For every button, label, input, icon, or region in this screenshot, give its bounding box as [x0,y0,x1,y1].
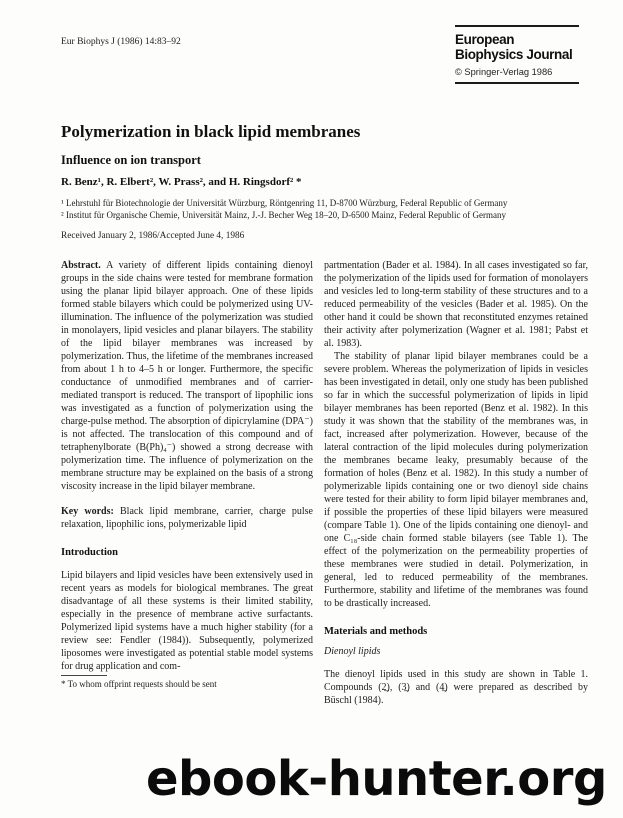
paper-title: Polymerization in black lipid membranes [61,122,361,141]
introduction-heading: Introduction [61,547,118,558]
methods-subheading: Dienoyl lipids [324,646,381,657]
abstract-text: A variety of different lipids containing dienoyl groups in the side chains were tested for membrane formation using the planar lipid bilayer approach. One of these lipids formed stable bilayers which could be polymerized using UV-illumination. The influence of the polymerization was studied in monolayers, lipid vesicles and planar bilayers. The stability of the lipid bilayer membranes was increased by polymerization. Thus, the lifetime of the membranes increased from about 1 h to 4–5 h or longer. Furthermore, the specific conductance of unmodified membranes and of carrier-mediated transport is reduced. The transport of lipophilic ions was investigated as a function of polymerization using the charge-pulse method. The absorption of dipicrylamine (DPA⁻) is not affected. The translocation of this compound and of tetraphenylborate (B(Ph)₄⁻) showed a strong decrease with polymerization time. The influence of polymerization on the membrane structure may be explained on the basis of a strong viscosity increase in the lipid bilayer membrane. [61,260,313,492]
methods-heading: Materials and methods [324,626,428,637]
affiliation-2: ² Institut für Organische Chemie, Universität Mainz, J.-J. Becher Weg 18–20, D-6500 Mainz, Federal Republic of Germany [61,209,507,220]
author-line: R. Benz¹, R. Elbert², W. Prass², and H. Ringsdorf² * [61,176,302,188]
abstract-paragraph [61,259,313,493]
footnote-rule [61,675,107,676]
journal-name [455,33,579,62]
introduction-paragraph-2: The stability of planar lipid bilayer membranes could be a severe problem. Whereas the polymerization of lipids in vesicles has been investigated in detail, only one study has been published so far in which the successful polymerization of lipids in lipid bilayer membranes has been reported (Benz et al. 1982). In this study it was shown that the stability of the membranes was, in fact, increased after polymerization. However, because of the lateral contraction of the lipid molecules during polymerization the membranes became leaky, presumably because of the formation of holes (Benz et al. 1982). In this study a number of polymerizable lipids containing one or two dienoyl side chains were tested for their ability to form lipid bilayer membranes and, if possible the properties of these lipid bilayers were measured (compare Table 1). One of the lipids containing one dienoyl- and one C₁₈-side chain formed stable bilayers (see Table 1). The effect of the polymerization on the permeability properties of these membranes were studied in detail. Polymerization, in general, led to reduced permeability of the membranes. Furthermore, stability and lifetime of the membranes was found to be drastically increased. [324,351,588,609]
journal-name-line2: Biophysics Journal [455,46,573,62]
keywords-text: Black lipid membrane, carrier, charge pulse relaxation, lipophilic ions, polymerizable lipid [61,506,313,530]
body-columns [61,259,588,707]
footnote [61,675,313,689]
footnote-text: * To whom offprint requests should be sent [61,679,217,689]
methods-paragraph: The dienoyl lipids used in this study are shown in Table 1. Compounds (2̲), (3̲) and (4̲) were prepared as described by Büschl (1984). [324,669,588,706]
affiliations [61,198,507,221]
keywords-label: Key words: [61,506,114,517]
paper-subtitle: Influence on ion transport [61,153,201,167]
introduction-paragraph-continued: partmentation (Bader et al. 1984). In all cases investigated so far, the polymerization of the lipids used for formation of monolayers and vesicles led to long-term stability of these structures and to a reduced permeability of the vesicles (Bader et al. 1985). On the other hand it could be shown that reconstituted enzymes retained their activity after polymerization (Wagner et al. 1981; Pabst et al. 1983). [324,260,588,349]
journal-logo [455,25,579,84]
introduction-paragraph-left: Lipid bilayers and lipid vesicles have been extensively used in recent years as models for biological membranes. The great disadvantage of all these systems is their limited stability, especially in the presence of membrane active surfactants. Polymerized lipid systems have a much higher stability (for a review see: Fendler (1984)). Subsequently, polymerized liposomes were investigated as potential stable model systems for drug application and com- [61,570,313,672]
watermark-text: ebook-hunter.org [146,751,607,807]
logo-top-rule [455,25,579,27]
logo-bottom-rule [455,82,579,84]
received-dates: Received January 2, 1986/Accepted June 4, 1986 [61,231,245,241]
left-column [61,259,313,707]
journal-name-line1: European [455,32,515,47]
journal-citation: Eur Biophys J (1986) 14:83–92 [61,37,181,47]
affiliation-1: ¹ Lehrstuhl für Biotechnologie der Universität Würzburg, Röntgenring 11, D-8700 Würzburg, Federal Republic of Germany [61,198,508,208]
publisher-copyright: © Springer-Verlag 1986 [455,67,553,77]
abstract-label: Abstract. [61,260,101,271]
keywords-paragraph [61,505,313,531]
right-column [324,259,588,707]
